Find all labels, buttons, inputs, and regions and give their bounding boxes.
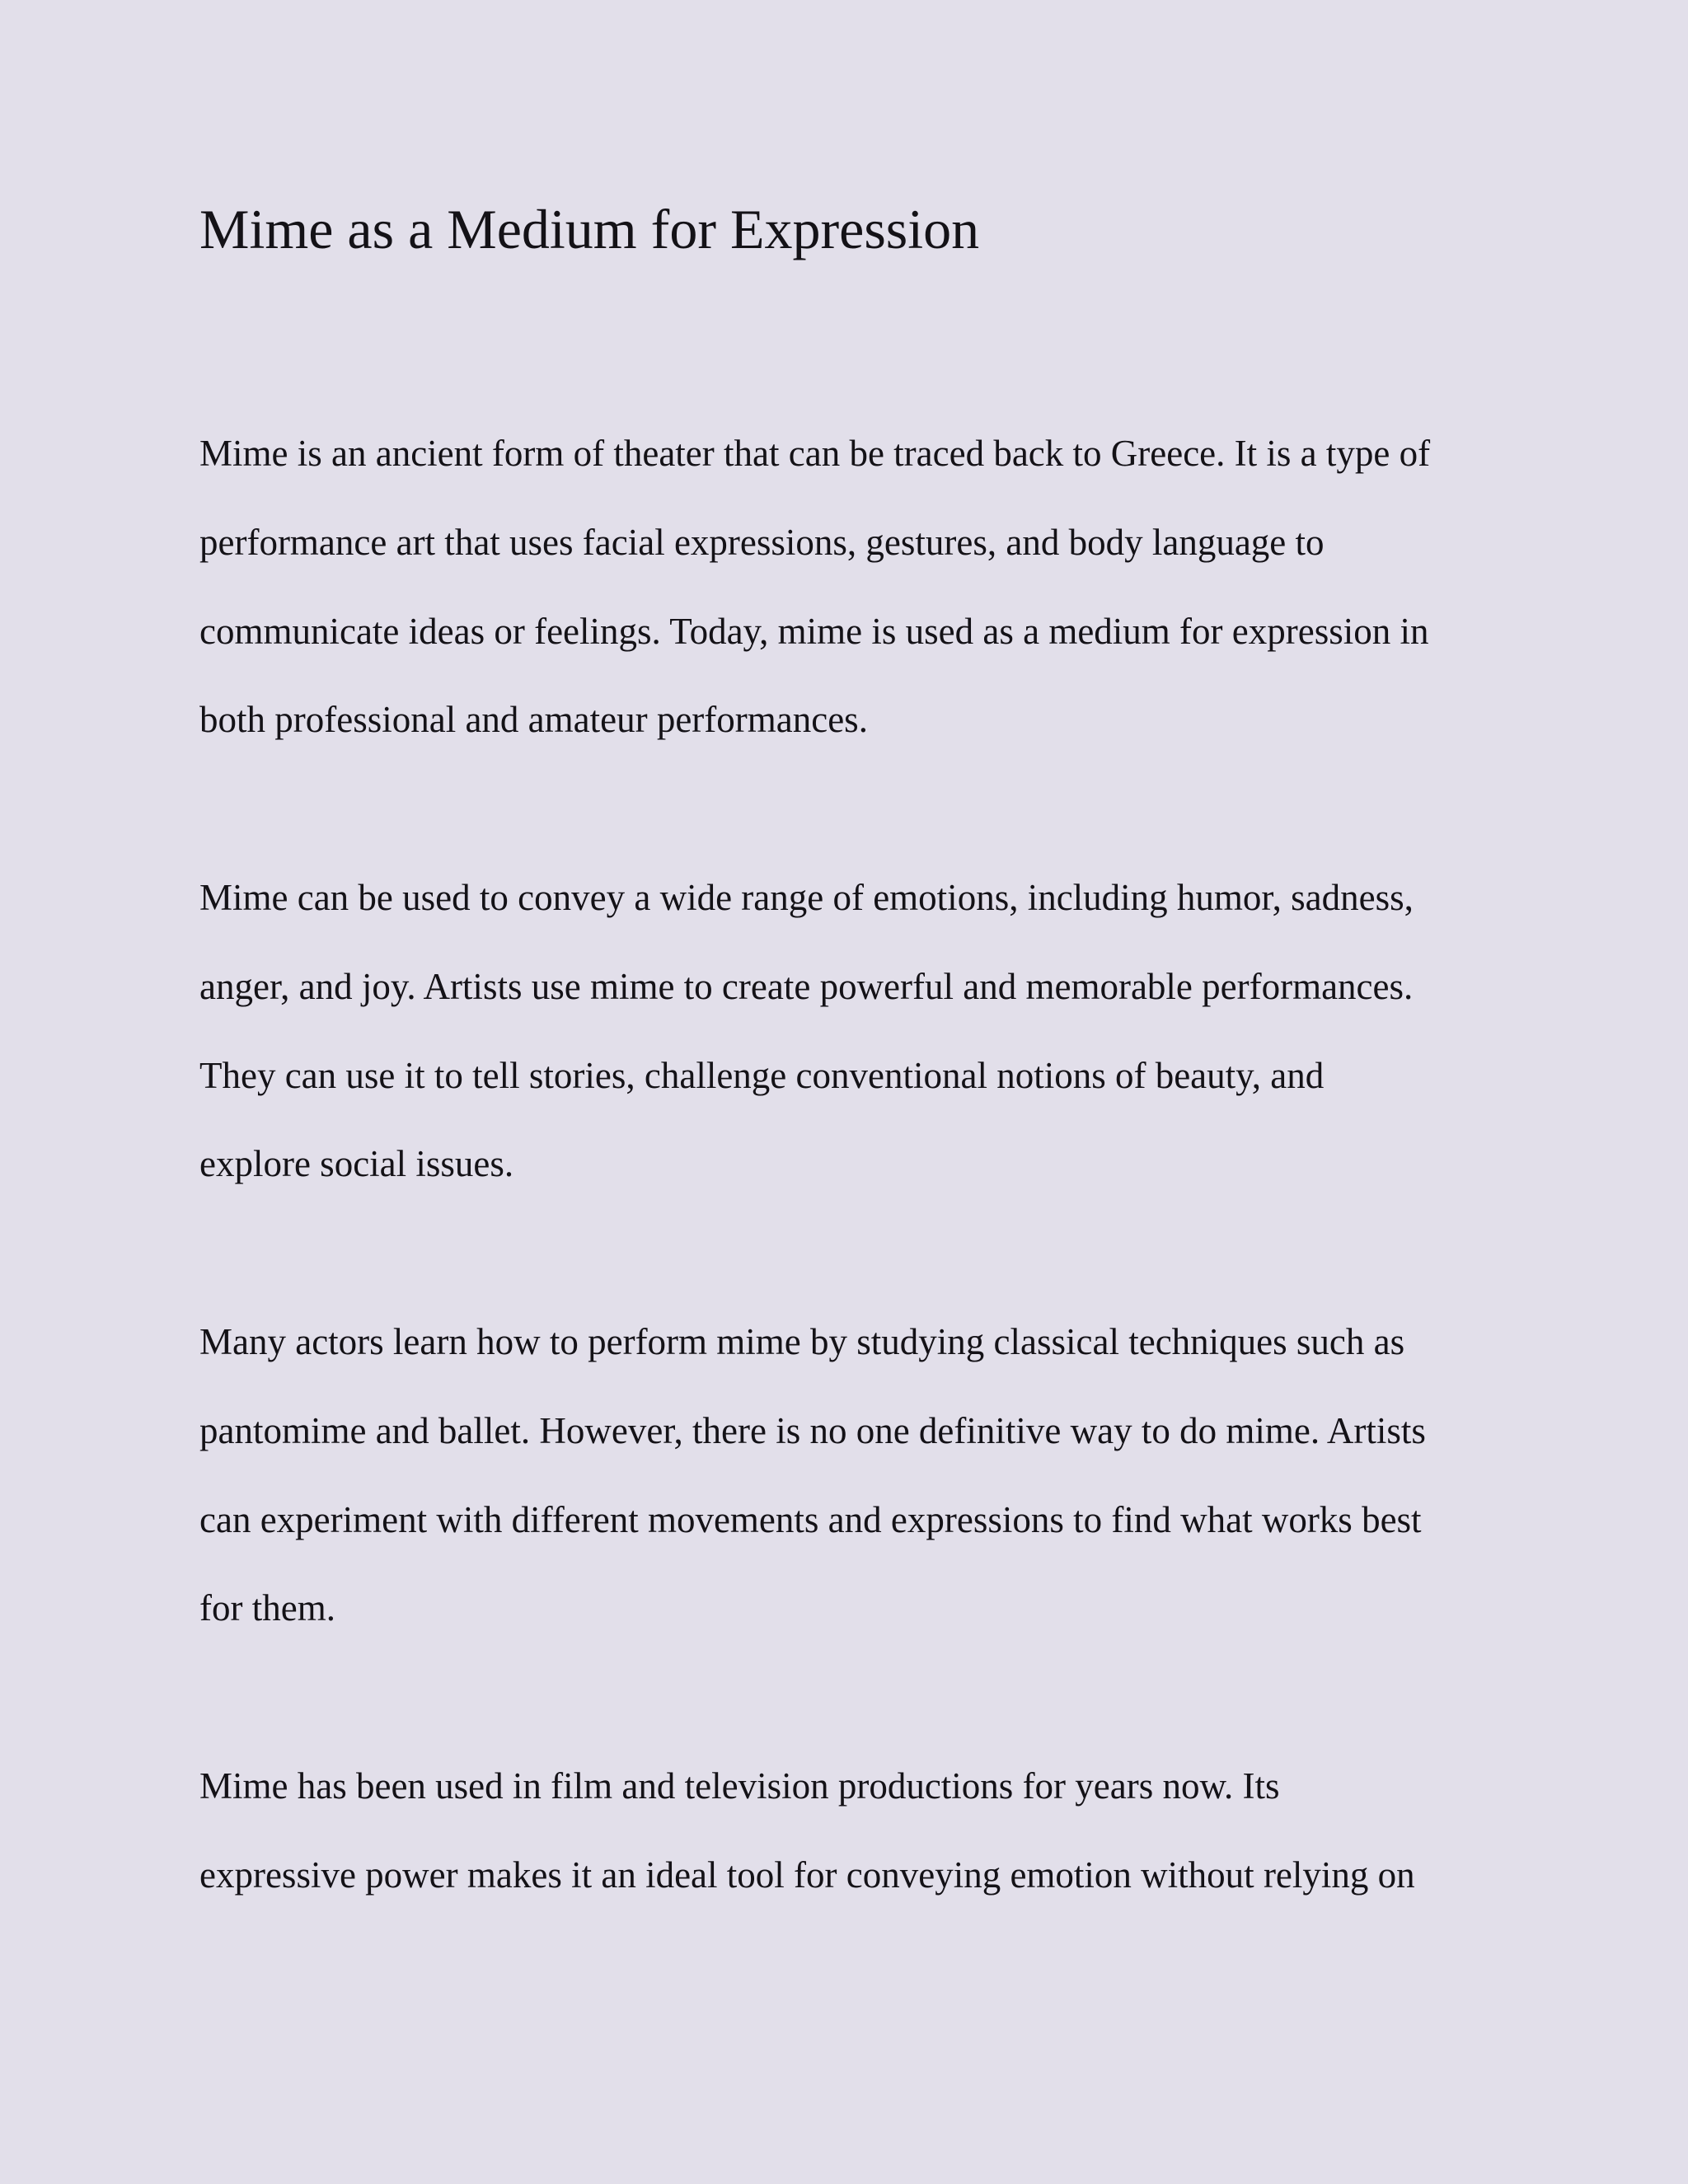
paragraph-1 bbox=[199, 410, 1502, 765]
text-line: Many actors learn how to perform mime by studying classical techniques such as bbox=[199, 1321, 1405, 1362]
text-line: for them. bbox=[199, 1587, 335, 1629]
text-line: performance art that uses facial expressions, gestures, and body language to bbox=[199, 521, 1325, 563]
paragraph-2 bbox=[199, 854, 1502, 1209]
text-line: both professional and amateur performances. bbox=[199, 699, 868, 741]
text-line: Mime has been used in film and television productions for years now. Its bbox=[199, 1765, 1280, 1807]
text-line: pantomime and ballet. However, there is no one definitive way to do mime. Artists bbox=[199, 1409, 1426, 1451]
paragraph-4 bbox=[199, 1742, 1502, 1920]
text-line: They can use it to tell stories, challenge conventional notions of beauty, and bbox=[199, 1054, 1325, 1096]
text-line: expressive power makes it an ideal tool for conveying emotion without relying on bbox=[199, 1854, 1415, 1896]
page-title: Mime as a Medium for Expression bbox=[199, 198, 980, 260]
text-line: anger, and joy. Artists use mime to create powerful and memorable performances. bbox=[199, 965, 1414, 1007]
text-line: can experiment with different movements and expressions to find what works best bbox=[199, 1498, 1422, 1540]
text-line: explore social issues. bbox=[199, 1143, 514, 1185]
paragraph-3 bbox=[199, 1298, 1502, 1653]
text-line: communicate ideas or feelings. Today, mime is used as a medium for expression in bbox=[199, 610, 1429, 652]
text-line: Mime can be used to convey a wide range of emotions, including humor, sadness, bbox=[199, 877, 1414, 918]
text-line: Mime is an ancient form of theater that can be traced back to Greece. It is a type of bbox=[199, 433, 1431, 474]
